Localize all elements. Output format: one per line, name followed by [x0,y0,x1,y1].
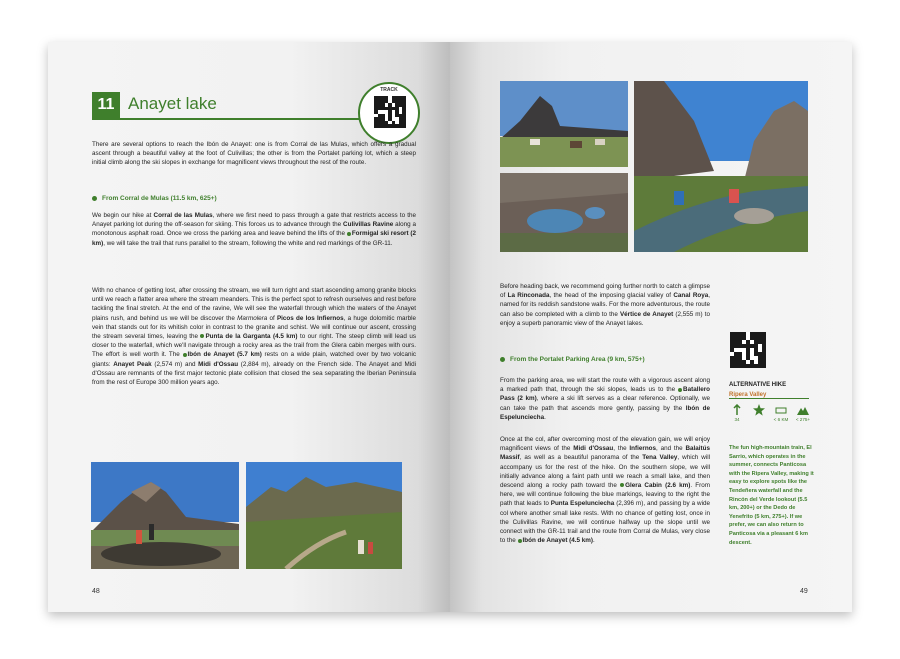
sidebar-subtitle: Ripera Valley [729,392,809,399]
page-number-left: 48 [92,588,100,595]
trail-length-icon: 34 [729,404,745,422]
qr-module [762,364,766,368]
photo-hikers-valley [246,462,402,569]
location-pin-icon [183,353,187,357]
photo-hikers-lake [91,462,239,569]
subheading-corral: From Corral de Mulas (11.5 km, 625+) [92,195,217,202]
paragraph-corral-start: We begin our hike at Corral de las Mulas, where we first need to pass through a gate that restricts access to the Anayet parking lot during the off-season for skiing. This forces us to advance through the Culivillas Ravine along a monotonous asphalt road. Once we cross the parking area and leave behind the lifts of the Formigal ski resort (2 km), we will take the trail that runs parallel to the stream, following the white and red markings of the GR-11. [92,212,416,247]
alternative-hike-qr[interactable] [730,332,766,368]
paragraph-portalet: From the parking area, we will start the route with a vigorous ascent along a marked path that, through the ski slopes, leads us to the Batallero Pass (2 km), where a ski lift serves as a clear reference. Optionally, we can take the path that ascends more gently, passing by the Ibón de Espelunciecha. [500,377,710,421]
photo-lake-aerial [500,173,628,252]
paragraph-col: Once at the col, after overcoming most of the elevation gain, we will enjoy magnificent views of the Midi d'Ossau, the Infiernos, and the Balaitús Massif, as well as a beautiful panorama of the Tena Valley, which will accompany us for the rest of the hike. On the southern slope, we will initially advance along a faint path until we reach a small lake, and then descend along a rocky path toward the Glera Cabin (2.6 km). From here, we will continue following the blue markings, leaving to the right the path that leads to Punta Espelunciecha (2,396 m), and passing by a wide col where another small lake rests. With no chance of getting lost, once in the Culivillas Ravine, we will continue halfway up the slope until we connect with the GR-11 trail and the route from Corral de Mulas, very close to the Ibón de Anayet (4.5 km). [500,436,711,545]
book-spread [48,42,852,612]
left-page [48,42,450,612]
route-number: 11 [92,92,120,118]
sidebar-title: ALTERNATIVE HIKE [729,382,787,388]
photo-horses-anayet [500,81,628,167]
page-number-right: 49 [800,588,808,595]
paragraph-rinconada: Before heading back, we recommend going further north to catch a glimpse of La Rinconada, the head of the imposing glacial valley of Canal Roya, named for its reddish sandstone walls. For the more adventurous, the route can also be completed with a climb to the Vértice de Anayet (2,555 m) to enjoy a superb panoramic view of the Anayet lakes. [500,283,711,327]
qr-module [402,124,406,128]
qr-label: TRACK [380,87,398,93]
bullet-icon [92,196,97,201]
location-pin-icon [347,232,351,236]
photo-children-stream [634,81,808,252]
star-difficulty-icon [751,404,767,417]
subheading-portalet: From the Portalet Parking Area (9 km, 575+) [500,356,645,363]
location-pin-icon [678,388,682,392]
bullet-icon [500,357,505,362]
qr-code[interactable] [374,96,406,128]
location-pin-icon [200,334,204,338]
route-title: Anayet lake [128,94,217,113]
right-page [450,42,852,612]
intro-paragraph: There are several options to reach the Ibón de Anayet: one is from Corral de las Mulas, which offers a gradual ascent through a beautiful valley at the foot of Culivillas; the other is from the Portalet parking lot, which a steep initial climb along the ski slopes in exchange for magnificent views throughout the rest of the route. [92,141,416,167]
location-pin-icon [620,483,624,487]
location-pin-icon [518,539,522,543]
track-qr-badge[interactable] [358,82,420,144]
sidebar-text: The fun high-mountain train, El Sarrio, which operates in the summer, connects Panticosa with the Ripera Valley, making it easy to explore spots like the Tendeñera waterfall and the Rincón del Verde lookout (5.5 km, 200+) or the Dedo de Yenefrito (5 km, 275+). If we prefer, we can also return to Panticosa via a pleasant 6 km descent. [729,445,814,546]
sidebar-stats [729,404,819,428]
mountain-elevation-icon: < 275+ [795,404,811,422]
distance-icon: < 6 KM [773,404,789,422]
paragraph-ascent: With no chance of getting lost, after crossing the stream, we will turn right and start ascending among granite blocks until we reach a flatter area where the stream meanders. This is the perfect spot to refresh ourselves and rest before tackling the final stretch. At the end of the ravine, We will see the waterfall through which the waters of the Anayet plains rush, and behind us we will be discover the Marmolera of Picos de los Infiernos, a huge dolomitic marble vein that stands out for its whitish color in contrast to the granite and schist. We will continue our ascent, crossing the stream several times, leaving the Punta de la Garganta (4.5 km) to our right. The steep climb will lead us closer to the waterfall, which we'll navigate through a rocky area as the trail from the Glera cabin merges with ours. The effort is well worth it. The Ibón de Anayet (5.7 km) rests on a wide plain, watched over by two volcanic giants: Anayet Peak (2,574 m) and Midi d'Ossau (2,884 m), already on the French side. The Anayet and Midi d'Ossau are remnants of the first major tectonic plate collision that closed the sea separating the Iberian Peninsula from the rest of Europe 300 million years ago. [92,287,417,387]
